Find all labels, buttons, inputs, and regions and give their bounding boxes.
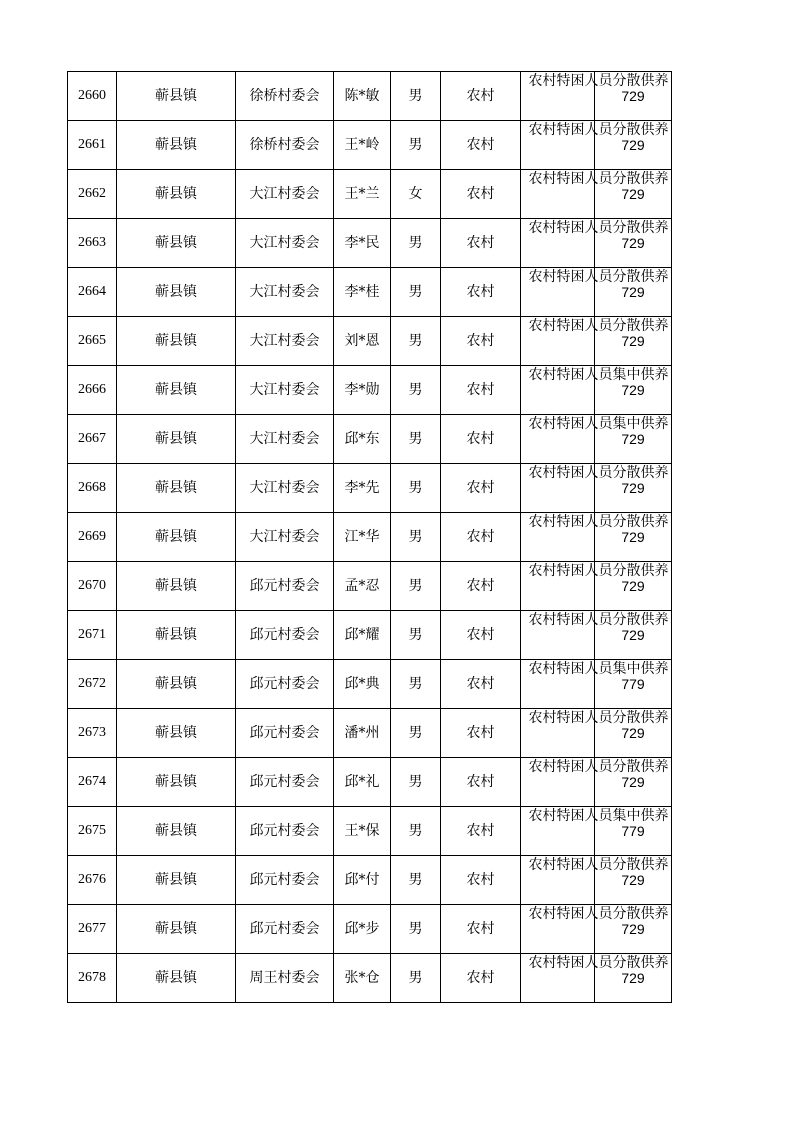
serial-number-cell: 2662	[68, 170, 117, 219]
amount-cell: 729	[595, 219, 672, 268]
area-type-cell: 农村	[441, 758, 521, 807]
support-category-text: 农村特困人员分散供养	[528, 465, 669, 481]
serial-number-cell: 2673	[68, 709, 117, 758]
village-committee-cell: 邱元村委会	[236, 660, 334, 709]
table-row	[68, 366, 672, 415]
serial-number-cell: 2677	[68, 905, 117, 954]
village-committee-cell: 大江村委会	[236, 415, 334, 464]
gender-cell: 男	[391, 464, 441, 513]
support-category-text: 农村特困人员分散供养	[528, 73, 669, 89]
area-type-cell: 农村	[441, 856, 521, 905]
amount-cell: 729	[595, 415, 672, 464]
serial-number-cell: 2676	[68, 856, 117, 905]
person-name-cell: 陈*敏	[334, 72, 391, 121]
gender-cell: 男	[391, 72, 441, 121]
town-cell: 蕲县镇	[117, 415, 236, 464]
town-cell: 蕲县镇	[117, 170, 236, 219]
serial-number-cell: 2665	[68, 317, 117, 366]
person-name-cell: 邱*东	[334, 415, 391, 464]
gender-cell: 男	[391, 513, 441, 562]
serial-number-cell: 2668	[68, 464, 117, 513]
table-row	[68, 72, 672, 121]
area-type-cell: 农村	[441, 219, 521, 268]
person-name-cell: 邱*耀	[334, 611, 391, 660]
gender-cell: 男	[391, 415, 441, 464]
area-type-cell: 农村	[441, 72, 521, 121]
table-body	[68, 72, 672, 1003]
recipient-table	[67, 71, 672, 1003]
gender-cell: 男	[391, 562, 441, 611]
area-type-cell: 农村	[441, 709, 521, 758]
amount-cell: 779	[595, 807, 672, 856]
village-committee-cell: 大江村委会	[236, 170, 334, 219]
gender-cell: 男	[391, 905, 441, 954]
support-category-text: 农村特困人员分散供养	[528, 318, 669, 334]
serial-number-cell: 2664	[68, 268, 117, 317]
table-row	[68, 856, 672, 905]
amount-cell: 729	[595, 317, 672, 366]
village-committee-cell: 邱元村委会	[236, 807, 334, 856]
village-committee-cell: 大江村委会	[236, 219, 334, 268]
amount-cell: 729	[595, 562, 672, 611]
person-name-cell: 潘*州	[334, 709, 391, 758]
town-cell: 蕲县镇	[117, 954, 236, 1003]
support-category-text: 农村特困人员分散供养	[528, 857, 669, 873]
person-name-cell: 邱*付	[334, 856, 391, 905]
gender-cell: 女	[391, 170, 441, 219]
table-row	[68, 709, 672, 758]
support-category-text: 农村特困人员分散供养	[528, 122, 669, 138]
village-committee-cell: 邱元村委会	[236, 709, 334, 758]
town-cell: 蕲县镇	[117, 611, 236, 660]
gender-cell: 男	[391, 121, 441, 170]
person-name-cell: 王*兰	[334, 170, 391, 219]
support-category-text: 农村特困人员分散供养	[528, 710, 669, 726]
table-row	[68, 219, 672, 268]
support-category-text: 农村特困人员分散供养	[528, 514, 669, 530]
village-committee-cell: 邱元村委会	[236, 856, 334, 905]
person-name-cell: 邱*步	[334, 905, 391, 954]
table-row	[68, 415, 672, 464]
support-category-text: 农村特困人员分散供养	[528, 269, 669, 285]
gender-cell: 男	[391, 268, 441, 317]
table-row	[68, 464, 672, 513]
gender-cell: 男	[391, 709, 441, 758]
amount-cell: 729	[595, 464, 672, 513]
table-row	[68, 562, 672, 611]
serial-number-cell: 2667	[68, 415, 117, 464]
area-type-cell: 农村	[441, 415, 521, 464]
village-committee-cell: 大江村委会	[236, 366, 334, 415]
person-name-cell: 王*保	[334, 807, 391, 856]
amount-cell: 729	[595, 758, 672, 807]
town-cell: 蕲县镇	[117, 513, 236, 562]
village-committee-cell: 大江村委会	[236, 268, 334, 317]
serial-number-cell: 2669	[68, 513, 117, 562]
support-category-text: 农村特困人员集中供养	[528, 367, 669, 383]
support-category-text: 农村特困人员分散供养	[528, 759, 669, 775]
town-cell: 蕲县镇	[117, 709, 236, 758]
table-row	[68, 170, 672, 219]
gender-cell: 男	[391, 219, 441, 268]
amount-cell: 729	[595, 905, 672, 954]
support-category-text: 农村特困人员分散供养	[528, 220, 669, 236]
amount-cell: 779	[595, 660, 672, 709]
serial-number-cell: 2671	[68, 611, 117, 660]
amount-cell: 729	[595, 366, 672, 415]
village-committee-cell: 邱元村委会	[236, 905, 334, 954]
support-category-text: 农村特困人员分散供养	[528, 563, 669, 579]
village-committee-cell: 大江村委会	[236, 513, 334, 562]
serial-number-cell: 2666	[68, 366, 117, 415]
amount-cell: 729	[595, 611, 672, 660]
village-committee-cell: 周王村委会	[236, 954, 334, 1003]
village-committee-cell: 大江村委会	[236, 464, 334, 513]
town-cell: 蕲县镇	[117, 856, 236, 905]
amount-cell: 729	[595, 954, 672, 1003]
town-cell: 蕲县镇	[117, 807, 236, 856]
table-row	[68, 758, 672, 807]
table-row	[68, 660, 672, 709]
town-cell: 蕲县镇	[117, 660, 236, 709]
amount-cell: 729	[595, 513, 672, 562]
area-type-cell: 农村	[441, 464, 521, 513]
person-name-cell: 刘*恩	[334, 317, 391, 366]
gender-cell: 男	[391, 611, 441, 660]
town-cell: 蕲县镇	[117, 219, 236, 268]
village-committee-cell: 徐桥村委会	[236, 121, 334, 170]
town-cell: 蕲县镇	[117, 562, 236, 611]
amount-cell: 729	[595, 72, 672, 121]
person-name-cell: 江*华	[334, 513, 391, 562]
area-type-cell: 农村	[441, 268, 521, 317]
area-type-cell: 农村	[441, 807, 521, 856]
person-name-cell: 邱*典	[334, 660, 391, 709]
town-cell: 蕲县镇	[117, 317, 236, 366]
serial-number-cell: 2663	[68, 219, 117, 268]
area-type-cell: 农村	[441, 513, 521, 562]
serial-number-cell: 2660	[68, 72, 117, 121]
person-name-cell: 李*勋	[334, 366, 391, 415]
area-type-cell: 农村	[441, 562, 521, 611]
area-type-cell: 农村	[441, 121, 521, 170]
table-row	[68, 611, 672, 660]
serial-number-cell: 2661	[68, 121, 117, 170]
area-type-cell: 农村	[441, 905, 521, 954]
area-type-cell: 农村	[441, 170, 521, 219]
area-type-cell: 农村	[441, 954, 521, 1003]
village-committee-cell: 徐桥村委会	[236, 72, 334, 121]
table-row	[68, 268, 672, 317]
support-category-text: 农村特困人员分散供养	[528, 171, 669, 187]
town-cell: 蕲县镇	[117, 121, 236, 170]
serial-number-cell: 2672	[68, 660, 117, 709]
gender-cell: 男	[391, 366, 441, 415]
town-cell: 蕲县镇	[117, 268, 236, 317]
table-row	[68, 954, 672, 1003]
amount-cell: 729	[595, 856, 672, 905]
person-name-cell: 孟*忍	[334, 562, 391, 611]
area-type-cell: 农村	[441, 366, 521, 415]
support-category-text: 农村特困人员分散供养	[528, 906, 669, 922]
person-name-cell: 王*岭	[334, 121, 391, 170]
gender-cell: 男	[391, 660, 441, 709]
person-name-cell: 李*民	[334, 219, 391, 268]
village-committee-cell: 邱元村委会	[236, 758, 334, 807]
table-row	[68, 317, 672, 366]
amount-cell: 729	[595, 268, 672, 317]
amount-cell: 729	[595, 170, 672, 219]
person-name-cell: 李*先	[334, 464, 391, 513]
village-committee-cell: 邱元村委会	[236, 611, 334, 660]
amount-cell: 729	[595, 709, 672, 758]
serial-number-cell: 2678	[68, 954, 117, 1003]
support-category-text: 农村特困人员分散供养	[528, 955, 669, 971]
area-type-cell: 农村	[441, 660, 521, 709]
table-row	[68, 121, 672, 170]
gender-cell: 男	[391, 758, 441, 807]
village-committee-cell: 大江村委会	[236, 317, 334, 366]
person-name-cell: 李*桂	[334, 268, 391, 317]
table-row	[68, 807, 672, 856]
area-type-cell: 农村	[441, 317, 521, 366]
support-category-text: 农村特困人员集中供养	[528, 808, 669, 824]
table-row	[68, 905, 672, 954]
support-category-text: 农村特困人员分散供养	[528, 612, 669, 628]
town-cell: 蕲县镇	[117, 464, 236, 513]
town-cell: 蕲县镇	[117, 366, 236, 415]
table-row	[68, 513, 672, 562]
town-cell: 蕲县镇	[117, 72, 236, 121]
support-category-text: 农村特困人员集中供养	[528, 416, 669, 432]
person-name-cell: 张*仓	[334, 954, 391, 1003]
amount-cell: 729	[595, 121, 672, 170]
gender-cell: 男	[391, 317, 441, 366]
town-cell: 蕲县镇	[117, 905, 236, 954]
person-name-cell: 邱*礼	[334, 758, 391, 807]
serial-number-cell: 2670	[68, 562, 117, 611]
gender-cell: 男	[391, 807, 441, 856]
serial-number-cell: 2675	[68, 807, 117, 856]
village-committee-cell: 邱元村委会	[236, 562, 334, 611]
support-category-text: 农村特困人员集中供养	[528, 661, 669, 677]
gender-cell: 男	[391, 856, 441, 905]
gender-cell: 男	[391, 954, 441, 1003]
serial-number-cell: 2674	[68, 758, 117, 807]
town-cell: 蕲县镇	[117, 758, 236, 807]
area-type-cell: 农村	[441, 611, 521, 660]
